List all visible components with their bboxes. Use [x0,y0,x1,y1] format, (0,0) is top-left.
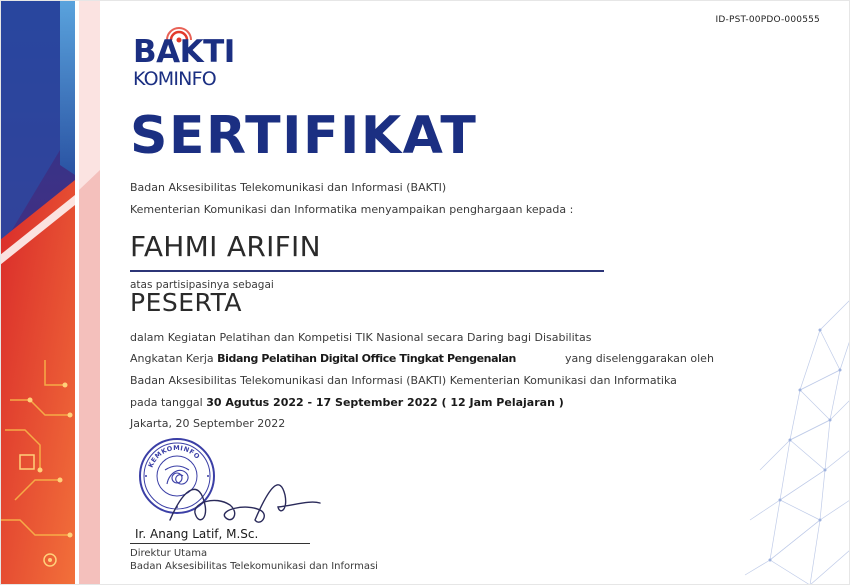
logo-bakti-text: BAKTI [133,34,235,70]
signer-name: Ir. Anang Latif, M.Sc. [135,527,259,541]
body-line-4-prefix: pada tanggal [130,396,203,409]
body-line-1: dalam Kegiatan Pelatihan dan Kompetisi TIK Nasional secara Daring bagi Disabilitas [130,331,592,344]
left-decorative-band [0,0,100,585]
intro-line-1: Badan Aksesibilitas Telekomunikasi dan Informasi (BAKTI) [130,181,447,194]
right-mesh-decoration [740,0,850,585]
body-line-4 [130,396,564,409]
signature [160,465,330,535]
recipient-name: FAHMI ARIFIN [130,230,321,263]
body-line-2-suffix: yang diselenggarakan oleh [565,352,714,365]
document-id: ID-PST-00PDO-000555 [715,15,820,25]
body-line-2-prefix: Angkatan Kerja [130,352,214,365]
signature-line [130,543,310,544]
participation-text: atas partisipasinya sebagai [130,279,274,291]
logo-kominfo-text: KOMINFO [133,68,216,90]
certificate-title: SERTIFIKAT [130,106,478,166]
body-line-3: Badan Aksesibilitas Telekomunikasi dan Informasi (BAKTI) Kementerian Komunikasi dan Informatika [130,374,677,387]
recipient-name-underline [130,270,604,272]
program-name: Bidang Pelatihan Digital Office Tingkat Pengenalan [217,352,516,365]
bakti-kominfo-logo [133,22,253,92]
signer-organization: Badan Aksesibilitas Telekomunikasi dan Informasi [130,561,378,572]
participant-role: PESERTA [130,288,243,317]
signer-position: Direktur Utama [130,548,208,559]
place-date: Jakarta, 20 September 2022 [130,417,286,430]
training-dates: 30 Agutus 2022 - 17 September 2022 ( 12 Jam Pelajaran ) [206,396,564,409]
intro-line-2: Kementerian Komunikasi dan Informatika menyampaikan penghargaan kepada : [130,203,574,216]
body-line-2 [130,352,714,365]
stamp-text: KEMKOMINFO [146,443,202,469]
